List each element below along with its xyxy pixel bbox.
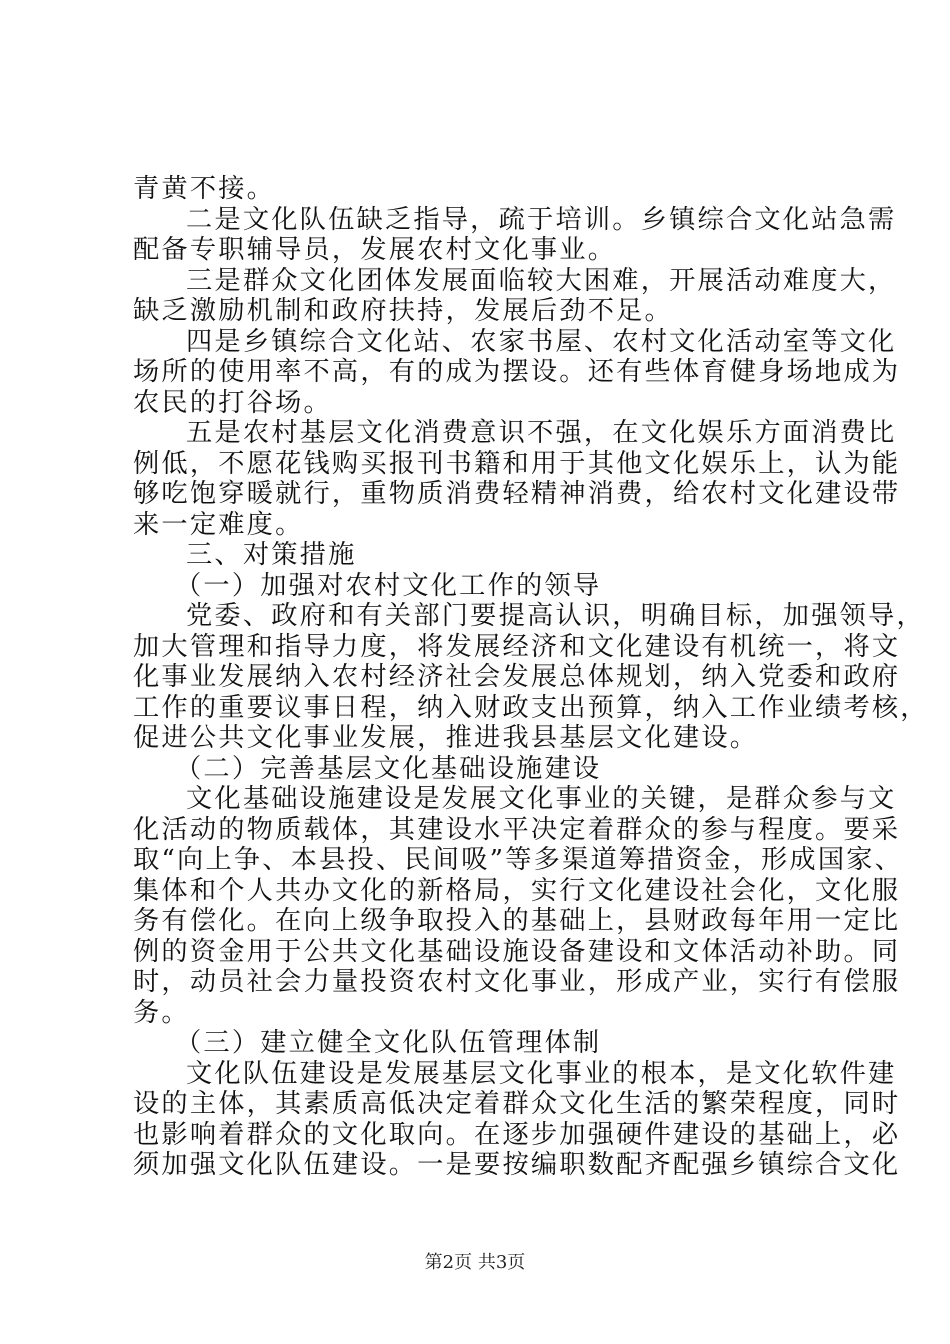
text-line: 够吃饱穿暖就行，重物质消费轻精神消费，给农村文化建设带 [133, 479, 901, 509]
text-line: 缺乏激励机制和政府扶持，发展后劲不足。 [133, 296, 673, 326]
section-heading: 三、对策措施 [186, 540, 357, 570]
text-line: 促进公共文化事业发展，推进我县基层文化建设。 [133, 723, 759, 753]
text-line: 来一定难度。 [133, 509, 304, 540]
text-line: 设的主体，其素质高低决定着群众文化生活的繁荣程度，同时 [133, 1089, 901, 1119]
text-line: 五是农村基层文化消费意识不强，在文化娱乐方面消费比 [186, 418, 897, 448]
text-line: 工作的重要议事日程，纳入财政支出预算，纳入工作业绩考核， [133, 692, 929, 723]
text-line: 例的资金用于公共文化基础设施设备建设和文体活动补助。同 [133, 936, 901, 967]
text-line: 青黄不接。 [133, 174, 276, 204]
subsection-heading: （一）加强对农村文化工作的领导 [175, 570, 602, 601]
text-line: 四是乡镇综合文化站、农家书屋、农村文化活动室等文化 [186, 326, 897, 357]
text-line: 须加强文化队伍建设。一是要按编职数配齐配强乡镇综合文化 [133, 1150, 901, 1180]
text-line: 化活动的物质载体，其建设水平决定着群众的参与程度。要采 [133, 814, 901, 845]
text-line: 文化队伍建设是发展基层文化事业的根本，是文化软件建 [186, 1058, 897, 1089]
text-line: 也影响着群众的文化取向。在逐步加强硬件建设的基础上，必 [133, 1119, 901, 1150]
text-line: 三是群众文化团体发展面临较大困难，开展活动难度大， [186, 265, 897, 296]
text-line: 加大管理和指导力度，将发展经济和文化建设有机统一，将文 [133, 631, 901, 662]
subsection-heading: （二）完善基层文化基础设施建设 [175, 753, 602, 784]
text-line: 化事业发展纳入农村经济社会发展总体规划，纳入党委和政府 [133, 662, 901, 692]
text-line: 文化基础设施建设是发展文化事业的关键，是群众参与文 [186, 784, 897, 814]
text-line: 务。 [133, 997, 190, 1028]
text-line: 例低，不愿花钱购买报刊书籍和用于其他文化娱乐上，认为能 [133, 448, 901, 479]
text-line: 农民的打谷场。 [133, 387, 332, 418]
text-line: 取“向上争、本县投、民间吸”等多渠道筹措资金，形成国家、 [133, 845, 904, 875]
subsection-heading: （三）建立健全文化队伍管理体制 [175, 1028, 602, 1058]
text-line: 集体和个人共办文化的新格局，实行文化建设社会化，文化服 [133, 875, 901, 906]
text-line: 场所的使用率不高，有的成为摆设。还有些体育健身场地成为 [133, 357, 901, 387]
text-line: 时，动员社会力量投资农村文化事业，形成产业，实行有偿服 [133, 967, 901, 997]
page-number-footer: 第2页 共3页 [424, 1252, 526, 1273]
text-line: 务有偿化。在向上级争取投入的基础上，县财政每年用一定比 [133, 906, 901, 936]
text-line: 配备专职辅导员，发展农村文化事业。 [133, 235, 617, 265]
text-line: 党委、政府和有关部门要提高认识，明确目标，加强领导， [186, 601, 925, 631]
text-line: 二是文化队伍缺乏指导，疏于培训。乡镇综合文化站急需 [186, 204, 897, 235]
